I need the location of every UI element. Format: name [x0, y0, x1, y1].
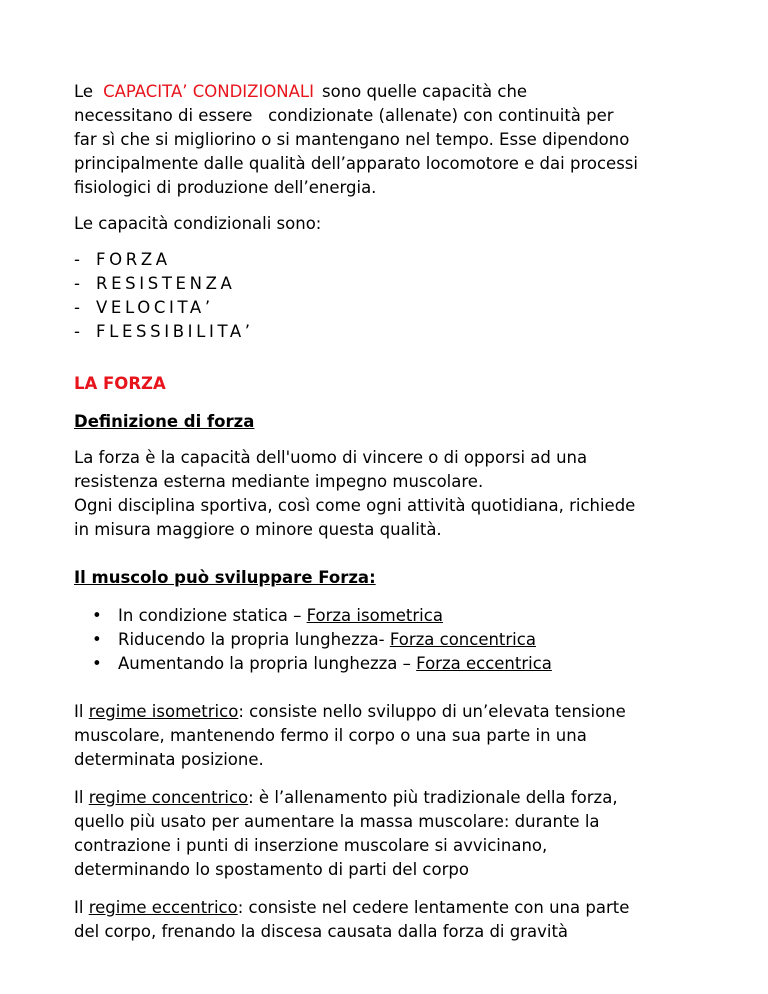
intro-line-4: principalmente dalle qualità dell’apparato locomotore e dai processi	[74, 154, 638, 173]
concentric-paragraph	[74, 786, 714, 882]
capacities-list	[74, 248, 714, 344]
dash-marker: -	[74, 250, 80, 269]
eccentric-prefix: Il	[74, 898, 89, 917]
isometric-term: regime isometrico	[88, 702, 239, 721]
concentric-line-1-rest: : è l’allenamento più tradizionale della forza,	[248, 788, 618, 807]
list-item	[74, 604, 714, 628]
definition-line-3: Ogni disciplina sportiva, così come ogni attività quotidiana, richiede	[74, 496, 636, 515]
list-item	[74, 272, 714, 296]
capacity-velocita: VELOCITA’	[96, 298, 214, 317]
bullet-text: Aumentando la propria lunghezza –	[118, 654, 417, 673]
intro-line-2: necessitano di essere condizionate (allenate) con continuità per	[74, 106, 614, 125]
dash-marker: -	[74, 298, 80, 317]
eccentric-line-1-rest: : consiste nel cedere lentamente con una parte	[237, 898, 630, 917]
bullet-text: In condizione statica –	[118, 606, 307, 625]
section-title-forza: LA FORZA	[74, 374, 166, 393]
intro-paragraph	[74, 80, 714, 200]
eccentric-paragraph	[74, 896, 714, 944]
definition-line-4: in misura maggiore o minore questa qualità.	[74, 520, 442, 539]
bullet-marker: •	[92, 654, 102, 673]
force-types-list	[74, 604, 714, 676]
capacity-resistenza: RESISTENZA	[96, 274, 236, 293]
definition-line-1: La forza è la capacità dell'uomo di vincere o di opporsi ad una	[74, 448, 588, 467]
isometric-line-3: determinata posizione.	[74, 750, 264, 769]
dash-marker: -	[74, 322, 80, 341]
definition-paragraph	[74, 446, 714, 542]
isometric-line-1-rest: : consiste nello sviluppo di un’elevata tensione	[238, 702, 626, 721]
bullet-marker: •	[92, 630, 102, 649]
forza-concentrica-term: Forza concentrica	[389, 630, 536, 649]
highlighted-term: CAPACITA’ CONDIZIONALI	[103, 82, 314, 101]
intro-line-3: far sì che si migliorino o si mantengano nel tempo. Esse dipendono	[74, 130, 630, 149]
bullet-marker: •	[92, 606, 102, 625]
eccentric-line-2: del corpo, frenando la discesa causata dalla forza di gravità	[74, 922, 569, 941]
dash-marker: -	[74, 274, 80, 293]
definition-heading: Definizione di forza	[74, 412, 255, 431]
muscle-heading: Il muscolo può sviluppare Forza:	[74, 568, 376, 587]
intro-line-5: fisiologici di produzione dell’energia.	[74, 178, 377, 197]
capacities-lead: Le capacità condizionali sono:	[74, 214, 322, 233]
isometric-prefix: Il	[74, 702, 89, 721]
list-item	[74, 296, 714, 320]
forza-eccentrica-term: Forza eccentrica	[416, 654, 552, 673]
intro-line-1-rest: sono quelle capacità che	[322, 82, 528, 101]
list-item	[74, 628, 714, 652]
forza-isometrica-term: Forza isometrica	[306, 606, 443, 625]
isometric-line-2: muscolare, mantenendo fermo il corpo o una sua parte in una	[74, 726, 587, 745]
list-item	[74, 248, 714, 272]
concentric-prefix: Il	[74, 788, 89, 807]
intro-prefix: Le	[74, 82, 94, 101]
capacity-flessibilita: FLESSIBILITA’	[96, 322, 254, 341]
bullet-text: Riducendo la propria lunghezza-	[118, 630, 390, 649]
definition-line-2: resistenza esterna mediante impegno muscolare.	[74, 472, 484, 491]
concentric-line-4: determinando lo spostamento di parti del corpo	[74, 860, 469, 879]
document-page	[74, 80, 714, 958]
eccentric-line-1	[74, 896, 714, 920]
list-item	[74, 652, 714, 676]
isometric-paragraph	[74, 700, 714, 772]
concentric-line-2: quello più usato per aumentare la massa muscolare: durante la	[74, 812, 600, 831]
capacity-forza: FORZA	[96, 250, 171, 269]
concentric-line-1	[74, 786, 714, 810]
list-item	[74, 320, 714, 344]
eccentric-term: regime eccentrico	[88, 898, 238, 917]
concentric-term: regime concentrico	[88, 788, 249, 807]
intro-line-1	[74, 80, 714, 104]
isometric-line-1	[74, 700, 714, 724]
concentric-line-3: contrazione i punti di inserzione muscolare si avvicinano,	[74, 836, 548, 855]
